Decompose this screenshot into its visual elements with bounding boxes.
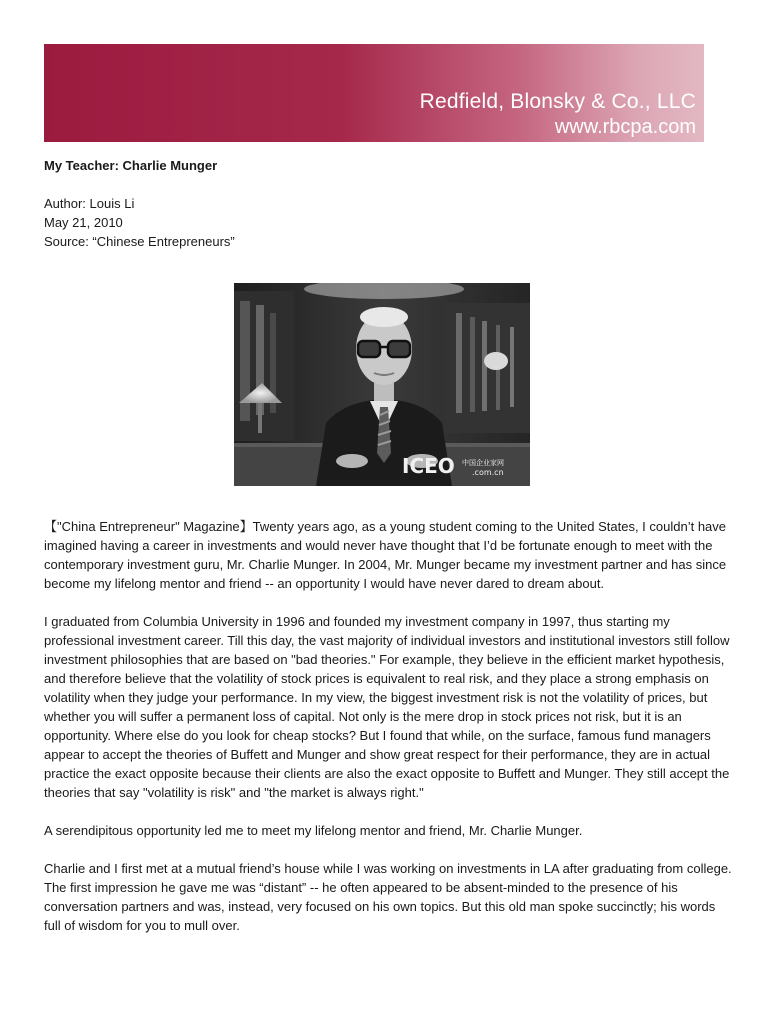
article-source: Source: “Chinese Entrepreneurs”	[44, 234, 235, 249]
watermark-cn: 中国企业家网	[462, 459, 504, 467]
watermark-main: ICEO	[402, 454, 455, 478]
company-name: Redfield, Blonsky & Co., LLC	[419, 90, 696, 113]
header-banner	[44, 44, 704, 142]
watermark-domain: .com.cn	[472, 468, 504, 477]
article-title: My Teacher: Charlie Munger	[44, 158, 218, 173]
paragraph-1: 【"China Entrepreneur" Magazine】Twenty years ago, as a young student coming to the United States, I couldn’t have imagined having a career in investments and would never have thought that I’d be fortunate enough to meet with the contemporary investment guru, Mr. Charlie Munger. In 2004, Mr. Munger became my investment partner and has since become my lifelong mentor and friend -- an opportunity I would have never dared to dream about.	[44, 519, 727, 591]
portrait-illustration	[234, 283, 530, 486]
paragraph-3: A serendipitous opportunity led me to meet my lifelong mentor and friend, Mr. Charlie Munger.	[44, 823, 583, 838]
company-url[interactable]: www.rbcpa.com	[554, 116, 696, 138]
paragraph-2: I graduated from Columbia University in 1996 and founded my investment company in 1997, thus starting my professional investment career. Till this day, the vast majority of individual investors and institutional investors still follow investment philosophies that are based on "bad theories." For example, they believe in the efficient market hypothesis, and therefore believe that the volatility of stock prices is equivalent to real risk, and they place a strong emphasis on volatility when they judge your performance. In my view, the biggest investment risk is not the volatility of prices, but whether you will suffer a permanent loss of capital. Not only is the mere drop in stock prices not risk, but it is an opportunity. Where else do you look for cheap stocks? But I found that while, on the surface, famous fund managers appear to accept the theories of Buffett and Munger and show great respect for their performance, they are in actual practice the exact opposite because their clients are also the exact opposite to Buffett and Munger. They still accept the theories that say "volatility is risk" and "the market is always right."	[44, 614, 730, 800]
paragraph-4: Charlie and I first met at a mutual friend’s house while I was working on investments in LA after graduating from college. The first impression he gave me was “distant” -- he often appeared to be absent-minded to the presence of his conversation partners and was, instead, very focused on his own topics. But this old man spoke succinctly; his words full of wisdom for you to mull over.	[44, 861, 732, 933]
portrait-photo	[234, 283, 530, 486]
article-author: Author: Louis Li	[44, 196, 135, 211]
article-body	[44, 517, 734, 954]
article-date: May 21, 2010	[44, 215, 123, 230]
